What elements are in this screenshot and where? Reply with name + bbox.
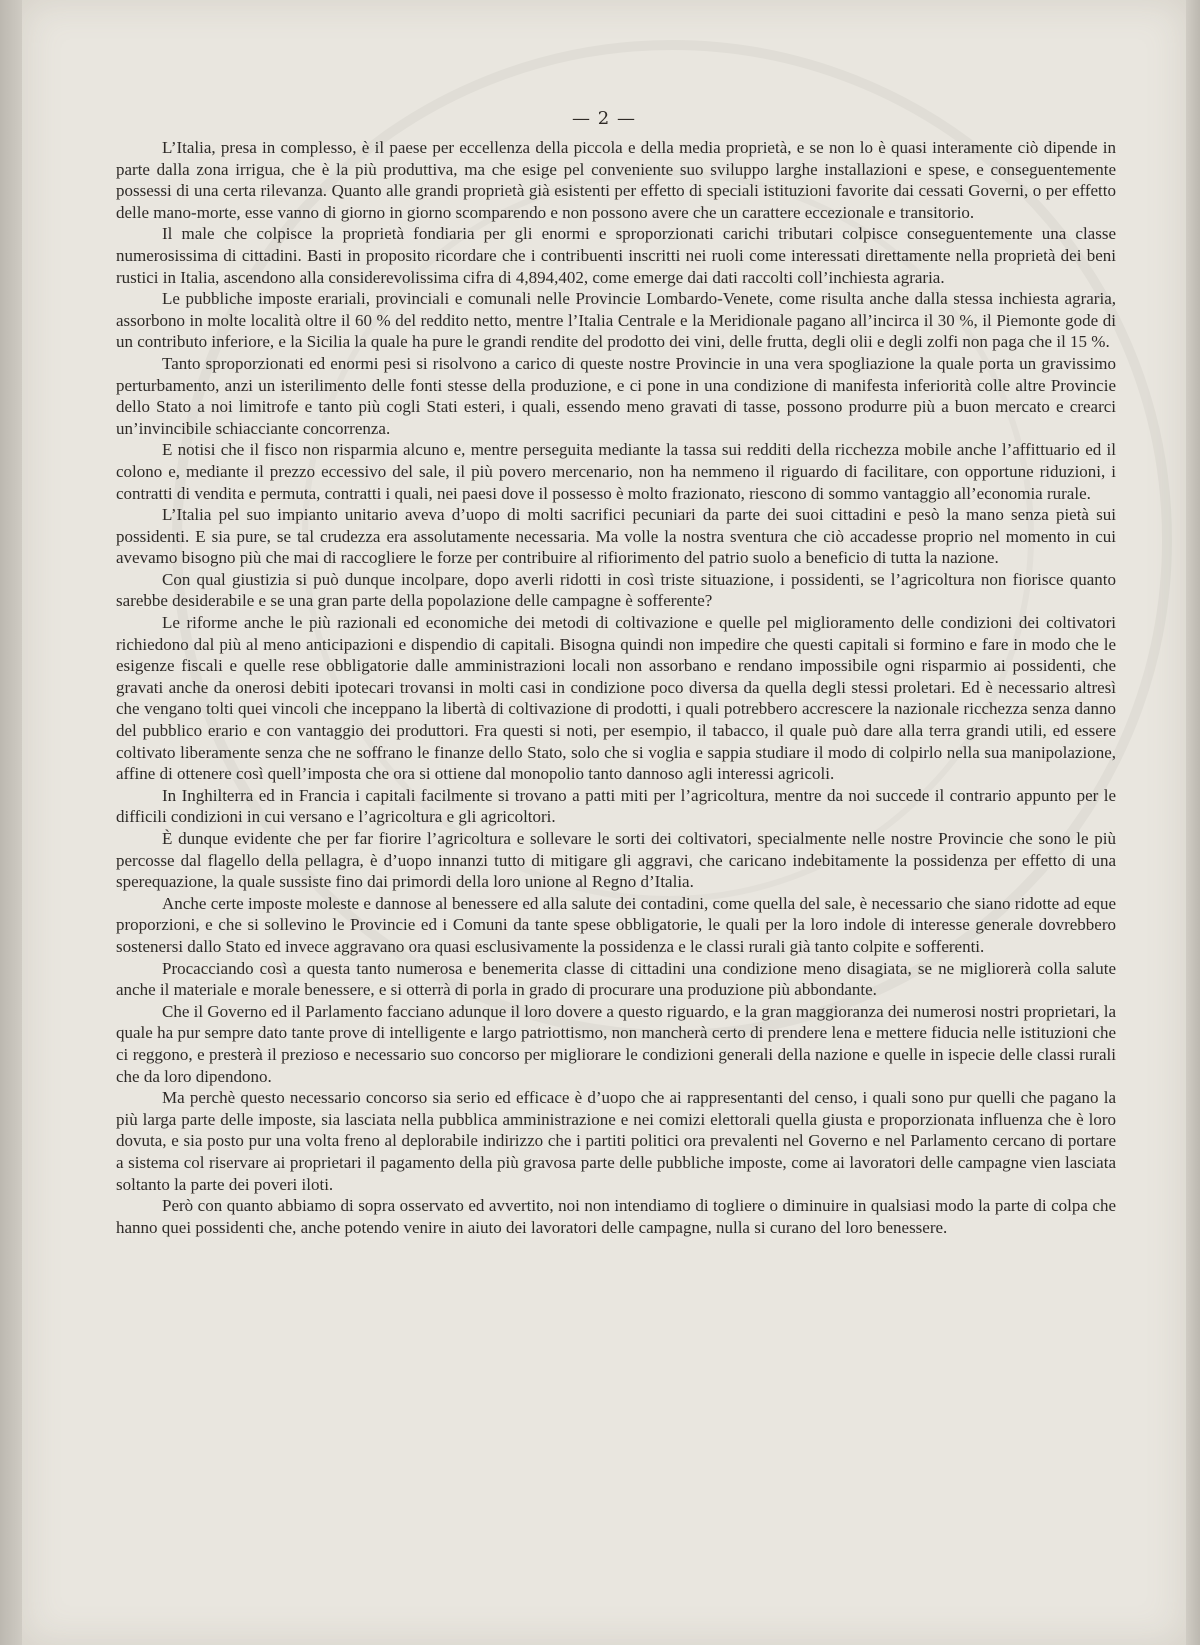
- paragraph: Le pubbliche imposte erariali, provinciali e comunali nelle Provincie Lombardo-Venete, come risulta anche dalla stessa inchiesta agraria, assorbono in molte località oltre il 60 % del reddito netto, mentre l’Italia Centrale e la Meridionale pagano all’incirca il 30 %, il Piemonte gode di un contributo inferiore, e la Sicilia la quale ha pure le grandi rendite del prodotto dei vini, delle frutta, degli olii e degli zolfi non paga che il 15 %.: [116, 289, 1116, 352]
- page-number: — 2 —: [572, 108, 636, 129]
- paragraph: E notisi che il fisco non risparmia alcuno e, mentre perseguita mediante la tassa sui redditi della ricchezza mobile anche l’affittuario ed il colono e, mediante il prezzo eccessivo del sale, il più povero mercenario, non ha nemmeno il riguardo di facilitare, con opportune riduzioni, i contratti di vendita e permuta, contratti i quali, nei paesi dove il possesso è molto frazionato, riescono di sommo vantaggio all’economia rurale.: [116, 440, 1116, 503]
- document-page: [22, 0, 1186, 1645]
- scan-right-edge: [1186, 0, 1200, 1645]
- paragraph: Il male che colpisce la proprietà fondiaria per gli enormi e sproporzionati carichi tributari colpisce conseguentemente una classe numerosissima di cittadini. Basti in proposito ricordare che i contribuenti inscritti nei ruoli come interessati direttamente nella proprietà dei beni rustici in Italia, ascendono alla considerevolissima cifra di 4,894,402, come emerge dai dati raccolti coll’inchiesta agraria.: [116, 224, 1116, 287]
- paragraph: Ma perchè questo necessario concorso sia serio ed efficace è d’uopo che ai rappresentanti del censo, i quali sono pur quelli che pagano la più larga parte delle imposte, sia lasciata nella pubblica amministrazione e nei comizi elettorali quella giusta e proporzionata influenza che è loro dovuta, e sia posto pur una volta freno al deplorabile indirizzo che i partiti politici ora prevalenti nel Governo e nel Parlamento cercano di portare a sistema col riservare ai proprietari il pagamento della più gravosa parte delle pubbliche imposte, come ai lavoratori delle campagne vien lasciata soltanto la parte dei poveri iloti.: [116, 1088, 1116, 1194]
- paragraph: In Inghilterra ed in Francia i capitali facilmente si trovano a patti miti per l’agricoltura, mentre da noi succede il contrario appunto per le difficili condizioni in cui versano e l’agricoltura e gli agricoltori.: [116, 785, 1116, 827]
- paragraph: Tanto sproporzionati ed enormi pesi si risolvono a carico di queste nostre Provincie in una vera spogliazione la quale porta un gravissimo perturbamento, anzi un isterilimento delle fonti stesse della produzione, e ci pone in una condizione di manifesta inferiorità colle altre Provincie dello Stato a noi limitrofe e tanto più cogli Stati esteri, i quali, essendo meno gravati di tasse, possono produrre più a buon mercato e crearci un’invincibile schiacciante concorrenza.: [116, 353, 1116, 438]
- body-text: [116, 137, 1116, 1238]
- paragraph: Procacciando così a questa tanto numerosa e benemerita classe di cittadini una condizione meno disagiata, se ne migliorerà colla salute anche il materiale e morale benessere, e si otterrà di porla in grado di procurare una produzione più abbondante.: [116, 958, 1116, 1000]
- paragraph: Però con quanto abbiamo di sopra osservato ed avvertito, noi non intendiamo di togliere o diminuire in qualsiasi modo la parte di colpa che hanno quei possidenti che, anche potendo venire in aiuto dei lavoratori delle campagne, nulla si curano del loro benessere.: [116, 1196, 1116, 1237]
- paragraph: L’Italia, presa in complesso, è il paese per eccellenza della piccola e della media proprietà, e se non lo è quasi interamente ciò dipende in parte dalla zona irrigua, che è la più produttiva, ma che esige pel conveniente suo sviluppo larghe installazioni e spese, e conseguentemente possessi di una certa rilevanza. Quanto alle grandi proprietà già esistenti per effetto di speciali istituzioni favorite dai cessati Governi, o per effetto delle mano-morte, esse vanno di giorno in giorno scomparendo e non possono avere che un carattere eccezionale e transitorio.: [116, 138, 1116, 222]
- paragraph: Anche certe imposte moleste e dannose al benessere ed alla salute dei contadini, come quella del sale, è necessario che siano ridotte ad eque proporzioni, e che si sollevino le Provincie ed i Comuni da tante spese obbligatorie, le quali per la loro indole di interesse generale dovrebbero sostenersi dallo Stato ed invece aggravano ora quasi esclusivamente la possidenza e le classi rurali già tanto colpite e sofferenti.: [116, 893, 1116, 956]
- paragraph: È dunque evidente che per far fiorire l’agricoltura e sollevare le sorti dei coltivatori, specialmente nelle nostre Provincie che sono le più percosse dal flagello della pellagra, è d’uopo innanzi tutto di mitigare gli aggravi, che caricano indebitamente la possidenza per effetto di una sperequazione, la quale sussiste fino dai primordi della loro unione al Regno d’Italia.: [116, 829, 1116, 892]
- scan-left-edge: [0, 0, 22, 1645]
- paragraph: Con qual giustizia si può dunque incolpare, dopo averli ridotti in così triste situazione, i possidenti, se l’agricoltura non fiorisce quanto sarebbe desiderabile e se una gran parte della popolazione delle campagne è sofferente?: [116, 569, 1116, 611]
- paragraph: Che il Governo ed il Parlamento facciano adunque il loro dovere a questo riguardo, e la gran maggioranza dei numerosi nostri proprietari, la quale ha pur sempre dato tante prove di intelligente e largo patriottismo, non mancherà certo di prendere lena e mettere fiducia nelle istituzioni che ci reggono, e presterà il prezioso e necessario suo concorso per migliorare le condizioni generali della nazione e quelle in ispecie delle classi rurali che da loro dipendono.: [116, 1001, 1116, 1086]
- paragraph: L’Italia pel suo impianto unitario aveva d’uopo di molti sacrifici pecuniari da parte dei suoi cittadini e pesò la mano senza pietà sui possidenti. E sia pure, se tal crudezza era assolutamente necessaria. Ma volle la nostra sventura che ciò accadesse proprio nel momento in cui avevamo bisogno più che mai di raccogliere le forze per contribuire al rifiorimento del patrio suolo a beneficio di tutta la nazione.: [116, 505, 1116, 568]
- paragraph: Le riforme anche le più razionali ed economiche dei metodi di coltivazione e quelle pel miglioramento delle condizioni dei coltivatori richiedono dal più al meno anticipazioni e dispendio di capitali. Bisogna quindi non impedire che questi capitali si formino e fare in modo che le esigenze fiscali e quelle rese obbligatorie dalle amministrazioni locali non assorbano e rendano impossibile ogni risparmio ai possidenti, che gravati anche da onerosi debiti ipotecari trovansi in molti casi in condizione poco diversa da quella degli stessi proletari. Ed è necessario altresì che vengano tolti quei vincoli che inceppano la libertà di coltivazione di prodotti, i quali potrebbero accrescere la nazionale ricchezza senza danno del pubblico erario e con vantaggio dei produttori. Fra questi si noti, per esempio, il tabacco, il quale può dare alla terra grandi utili, ed essere coltivato liberamente senza che ne soffrano le finanze dello Stato, solo che si voglia e sappia studiare il modo di colpirlo nella sua manipolazione, affine di ottenere così quell’imposta che ora si ottiene dal monopolio tanto dannoso agli interessi agricoli.: [116, 613, 1116, 784]
